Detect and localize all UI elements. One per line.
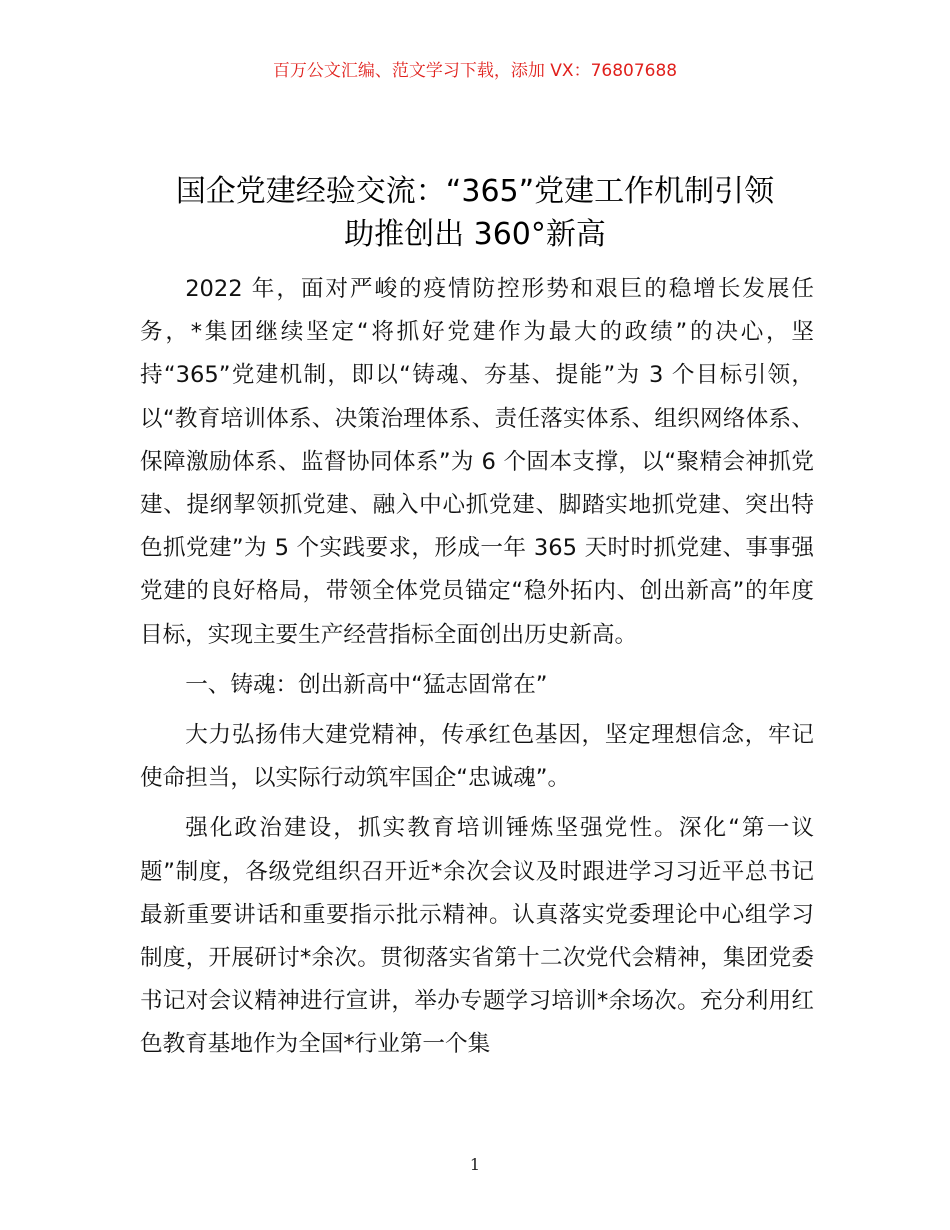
- page-number: 1: [469, 1155, 481, 1174]
- paragraph-intro: 2022 年，面对严峻的疫情防控形势和艰巨的稳增长发展任务，*集团继续坚定“将抓好党建作为最大的政绩”的决心，坚持“365”党建机制，即以“铸魂、夯基、提能”为 3 个目标引领，以“教育培训体系、决策治理体系、责任落实体系、组织网络体系、保障激励体系、监督协同体系”为 6 个固本支撑，以“聚精会神抓党建、提纲挈领抓党建、融入中心抓党建、脚踏实地抓党建、突出特色抓党建”为 5 个实践要求，形成一年 365 天时时抓党建、事事强党建的良好格局，带领全体党员锚定“稳外拓内、创出新高”的年度目标，实现主要生产经营指标全面创出历史新高。: [140, 276, 814, 648]
- document-title: [120, 170, 830, 256]
- section-heading-1: 一、铸魂：创出新高中“猛志固常在”: [185, 671, 548, 698]
- document-title-line-2: 助推创出 360°新高: [344, 217, 606, 252]
- paragraph-political-construction: 强化政治建设，抓实教育培训锤炼坚强党性。深化“第一议题”制度，各级党组织召开近*余次会议及时跟进学习习近平总书记最新重要讲话和重要指示批示精神。认真落实党委理论中心组学习制度，开展研讨*余次。贯彻落实省第十二次党代会精神，集团党委书记对会议精神进行宣讲，举办专题学习培训*余场次。充分利用红色教育基地作为全国*行业第一个集: [140, 815, 814, 1058]
- paragraph-section-1-summary: 大力弘扬伟大建党精神，传承红色基因，坚定理想信念，牢记使命担当，以实际行动筑牢国企“忠诚魂”。: [140, 722, 814, 792]
- watermark-header-note: 百万公文汇编、范文学习下载，添加 VX：76807688: [272, 61, 678, 81]
- document-title-line-1: 国企党建经验交流：“365”党建工作机制引领: [175, 174, 775, 209]
- document-body: [140, 268, 814, 1067]
